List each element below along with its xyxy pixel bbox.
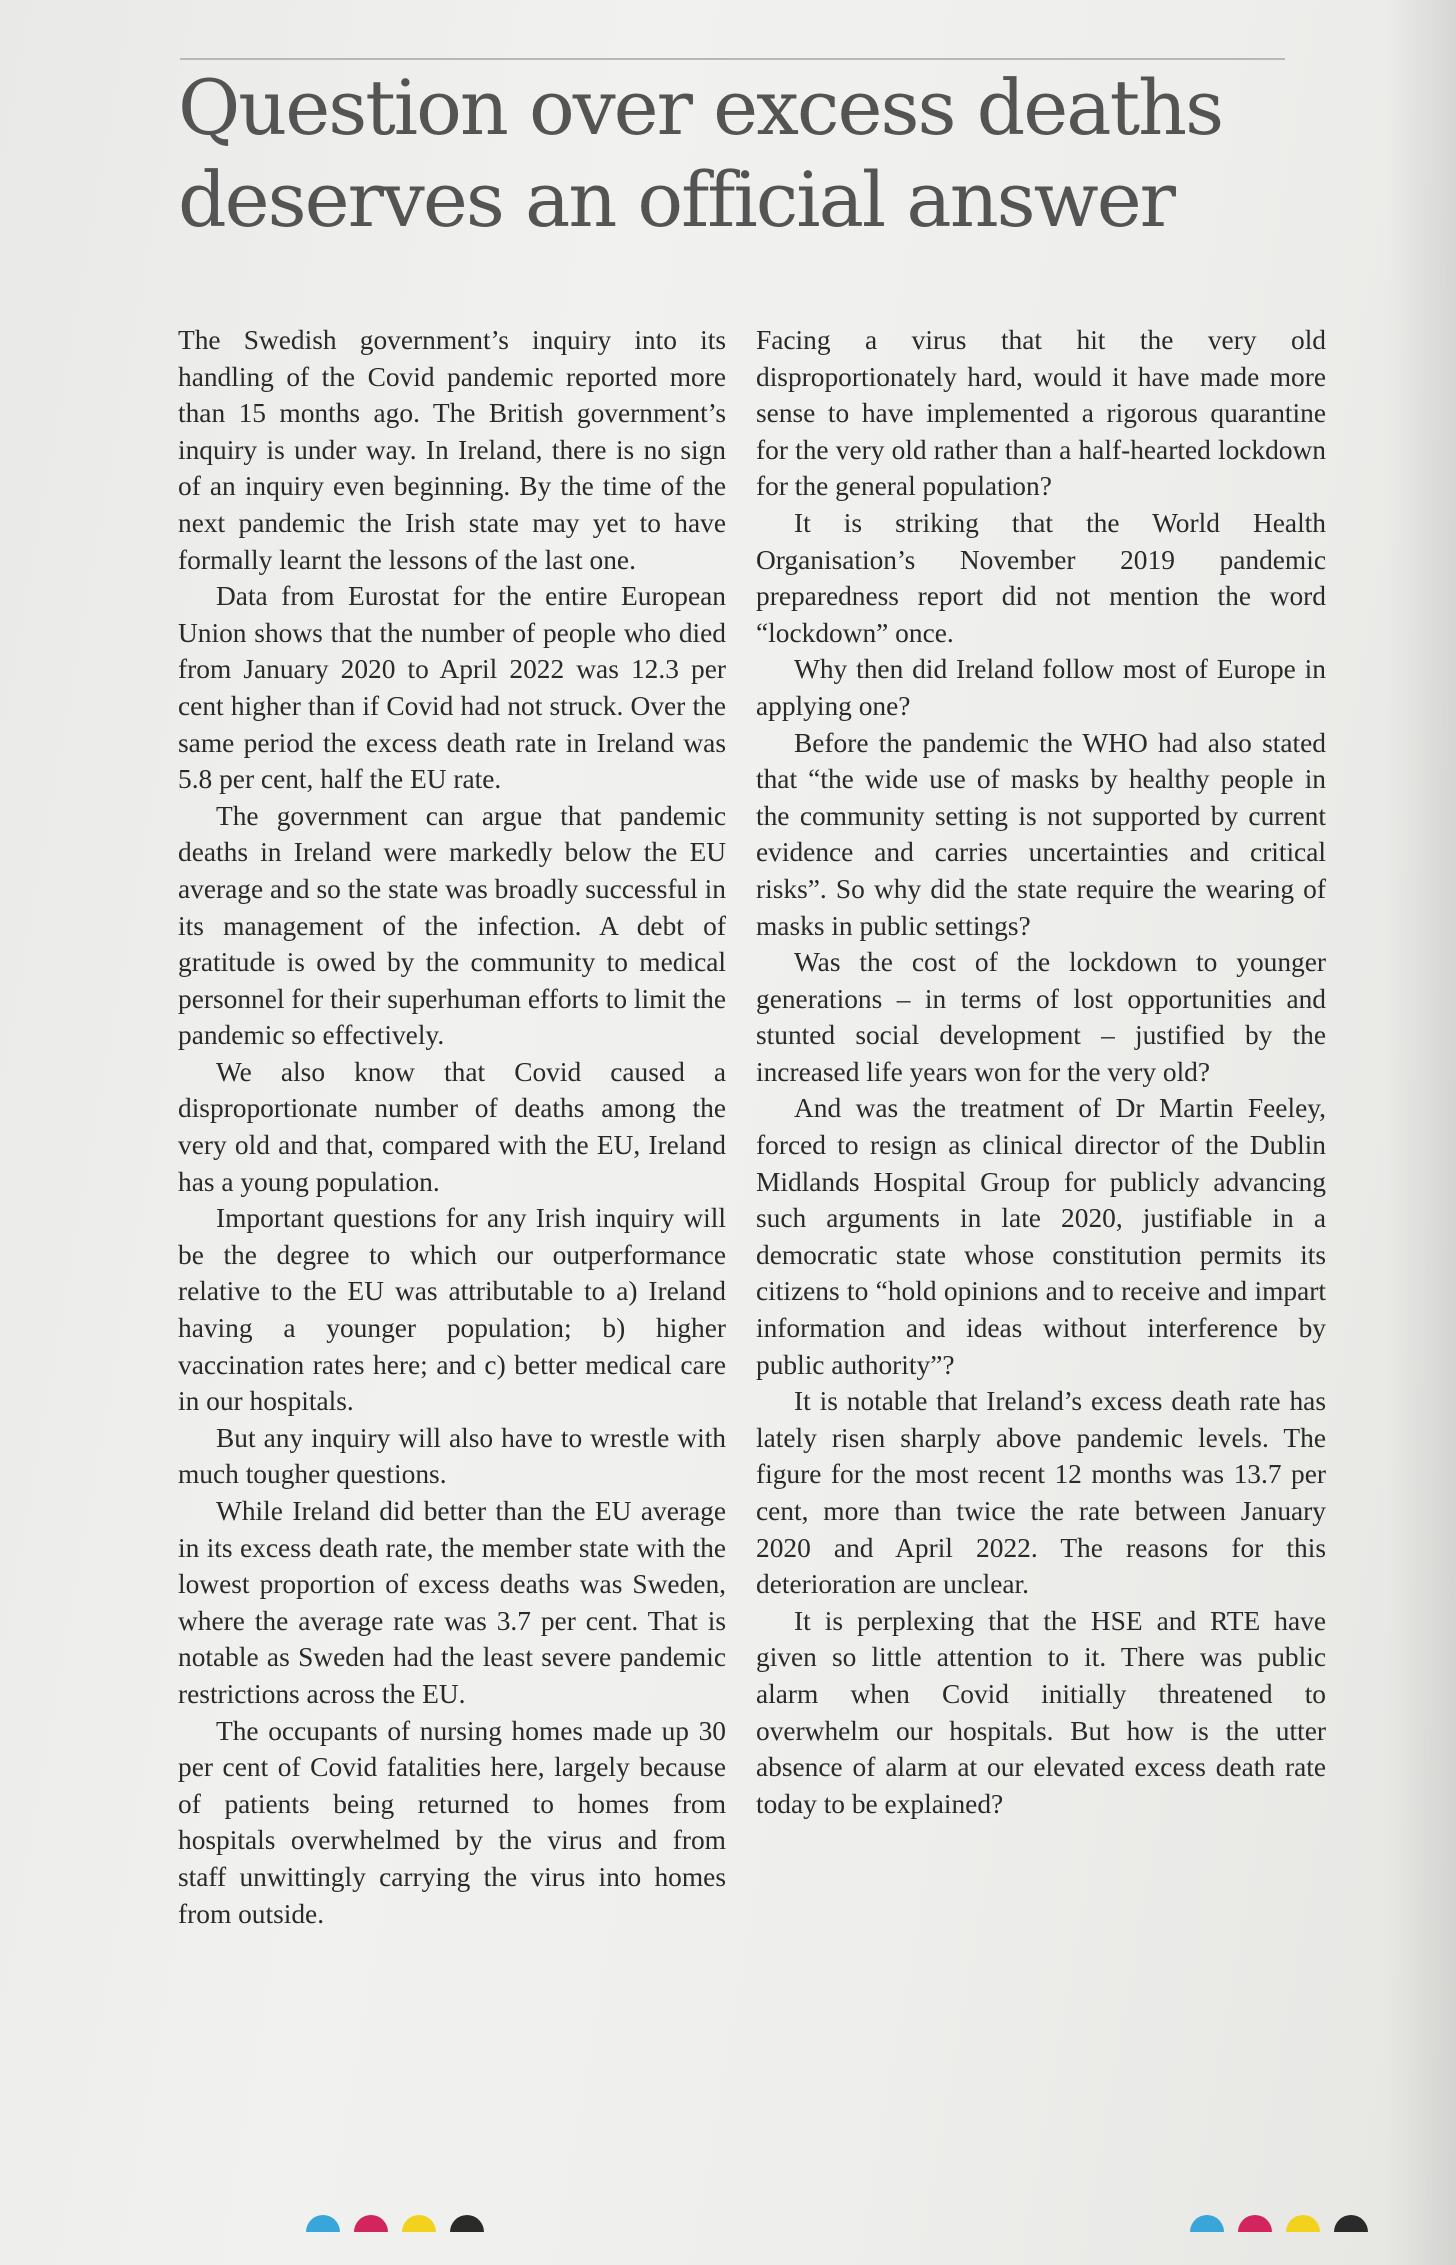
article-paragraph: Why then did Ireland follow most of Europe in applying one? — [756, 654, 1326, 721]
article-paragraph: Was the cost of the lockdown to younger generations – in terms of lost opportunities and stunted social development – justified by the increased life years won for the very old? — [756, 947, 1326, 1087]
article-paragraph: We also know that Covid caused a disproportionate number of deaths among the very old and that, compared with the EU, Ireland has a young population. — [178, 1056, 726, 1197]
headline-line-1: Question over excess deaths — [178, 63, 1223, 152]
print-registration-marks-left — [306, 2215, 484, 2235]
article-paragraph: Facing a virus that hit the very old disproportionately hard, would it have made more sense to have implemented a rigorous quarantine for the very old rather than a half-hearted lockdown for the general population? — [756, 325, 1326, 502]
magenta-registration-mark — [1238, 2215, 1272, 2232]
black-registration-mark — [1334, 2215, 1368, 2232]
headline-line-2: deserves an official answer — [178, 155, 1175, 244]
article-paragraph: Data from Eurostat for the entire European Union shows that the number of people who died from January 2020 to April 2022 was 12.3 per cent higher than if Covid had not struck. Over the same period the excess death rate in Ireland was 5.8 per cent, half the EU rate. — [178, 581, 726, 795]
cyan-registration-mark — [306, 2215, 340, 2232]
article-paragraph: While Ireland did better than the EU average in its excess death rate, the member state with the lowest proportion of excess deaths was Sweden, where the average rate was 3.7 per cent. That is notable as Sweden had the least severe pandemic restrictions across the EU. — [178, 1496, 726, 1709]
article-paragraph: It is striking that the World Health Organisation’s November 2019 pandemic preparedness report did not mention the word “lockdown” once. — [756, 507, 1326, 648]
article-paragraph: Important questions for any Irish inquiry will be the degree to which our outperformance relative to the EU was attributable to a) Ireland having a younger population; b) higher vaccination rates here; and c) better medical care in our hospitals. — [178, 1203, 726, 1417]
article-paragraph: Before the pandemic the WHO had also stated that “the wide use of masks by healthy people in the community setting is not supported by current evidence and carries uncertainties and critical risks”. So why did the state require the wearing of masks in public settings? — [756, 727, 1326, 941]
yellow-registration-mark — [1286, 2215, 1320, 2232]
print-registration-marks-right — [1190, 2215, 1368, 2235]
article-paragraph: The Swedish government’s inquiry into its handling of the Covid pandemic reported more than 15 months ago. The British government’s inquiry is under way. In Ireland, there is no sign of an inquiry even beginning. By the time of the next pandemic the Irish state may yet to have formally learnt the lessons of the last one. — [178, 325, 726, 575]
article-paragraph: It is perplexing that the HSE and RTE have given so little attention to it. There was public alarm when Covid initially threatened to overwhelm our hospitals. But how is the utter absence of alarm at our elevated excess death rate today to be explained? — [756, 1605, 1326, 1819]
article-paragraph: And was the treatment of Dr Martin Feeley, forced to resign as clinical director of the Dublin Midlands Hospital Group for publicly advancing such arguments in late 2020, justifiable in a democratic state whose constitution permits its citizens to “hold opinions and to receive and impart information and ideas without interference by public authority”? — [756, 1093, 1326, 1380]
article-paragraph: It is notable that Ireland’s excess death rate has lately risen sharply above pandemic levels. The figure for the most recent 12 months was 13.7 per cent, more than twice the rate between January 2020 and April 2022. The reasons for this deterioration are unclear. — [756, 1386, 1326, 1600]
article-headline — [178, 62, 1328, 246]
article-column-left — [178, 322, 726, 1932]
black-registration-mark — [450, 2215, 484, 2232]
article-paragraph: The occupants of nursing homes made up 30 per cent of Covid fatalities here, largely because of patients being returned to homes from hospitals overwhelmed by the virus and from staff unwittingly carrying the virus into homes from outside. — [178, 1715, 726, 1929]
yellow-registration-mark — [402, 2215, 436, 2232]
article-column-right — [756, 322, 1326, 1822]
cyan-registration-mark — [1190, 2215, 1224, 2232]
article-paragraph: The government can argue that pandemic deaths in Ireland were markedly below the EU average and so the state was broadly successful in its management of the infection. A debt of gratitude is owed by the community to medical personnel for their superhuman efforts to limit the pandemic so effectively. — [178, 800, 726, 1051]
top-rule-divider — [180, 58, 1285, 60]
magenta-registration-mark — [354, 2215, 388, 2232]
article-paragraph: But any inquiry will also have to wrestle with much tougher questions. — [178, 1422, 726, 1490]
